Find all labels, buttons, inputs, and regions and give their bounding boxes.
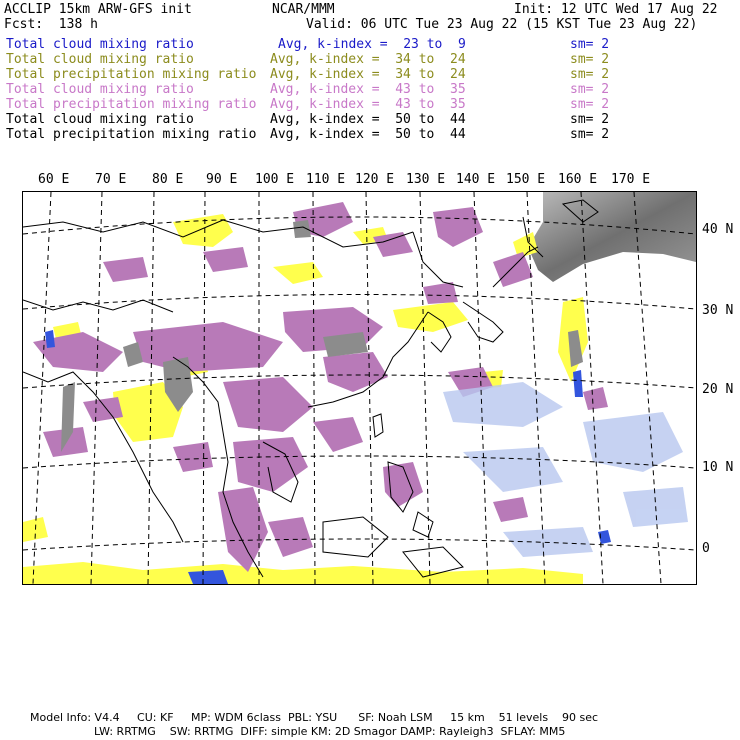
model-info-line2: LW: RRTMG SW: RRTMG DIFF: simple KM: 2D Smagor DAMP: Rayleigh3 SFLAY: MM5 bbox=[94, 725, 566, 738]
longitude-label: 120 E bbox=[355, 172, 395, 187]
longitude-label: 90 E bbox=[206, 172, 238, 187]
field-smoothing: sm= 2 bbox=[570, 112, 610, 127]
map-panel bbox=[22, 191, 697, 585]
field-name: Total cloud mixing ratio bbox=[6, 82, 194, 97]
init-time: Init: 12 UTC Wed 17 Aug 22 bbox=[514, 2, 718, 17]
longitude-label: 70 E bbox=[95, 172, 127, 187]
latitude-label: 40 N bbox=[702, 222, 734, 237]
forecast-hour: Fcst: 138 h bbox=[4, 17, 98, 32]
field-name: Total cloud mixing ratio bbox=[6, 52, 194, 67]
field-smoothing: sm= 2 bbox=[570, 67, 610, 82]
field-name: Total precipitation mixing ratio bbox=[6, 127, 257, 142]
field-k-index: Avg, k-index = 43 to 35 bbox=[270, 97, 466, 112]
model-title: ACCLIP 15km ARW-GFS init bbox=[4, 2, 192, 17]
longitude-label: 130 E bbox=[406, 172, 446, 187]
field-name: Total precipitation mixing ratio bbox=[6, 97, 257, 112]
map-canvas bbox=[23, 192, 696, 584]
field-name: Total cloud mixing ratio bbox=[6, 112, 194, 127]
light-blue-cloud-field bbox=[443, 382, 688, 557]
field-smoothing: sm= 2 bbox=[570, 37, 610, 52]
longitude-label: 140 E bbox=[456, 172, 496, 187]
field-k-index: Avg, k-index = 34 to 24 bbox=[270, 67, 466, 82]
valid-time: Valid: 06 UTC Tue 23 Aug 22 (15 KST Tue 23 Aug 22) bbox=[306, 17, 698, 32]
longitude-label: 60 E bbox=[38, 172, 70, 187]
longitude-label: 100 E bbox=[255, 172, 295, 187]
longitude-label: 170 E bbox=[611, 172, 651, 187]
field-name: Total cloud mixing ratio bbox=[6, 37, 194, 52]
field-k-index: Avg, k-index = 43 to 35 bbox=[270, 82, 466, 97]
field-k-index: Avg, k-index = 50 to 44 bbox=[270, 127, 466, 142]
longitude-label: 150 E bbox=[506, 172, 546, 187]
field-smoothing: sm= 2 bbox=[570, 97, 610, 112]
field-k-index: Avg, k-index = 50 to 44 bbox=[270, 112, 466, 127]
latitude-label: 20 N bbox=[702, 382, 734, 397]
latitude-label: 10 N bbox=[702, 460, 734, 475]
field-name: Total precipitation mixing ratio bbox=[6, 67, 257, 82]
model-info-line1: Model Info: V4.4 CU: KF MP: WDM 6class PBL: YSU SF: Noah LSM 15 km 51 levels 90 sec bbox=[30, 711, 599, 724]
field-k-index: Avg, k-index = 23 to 9 bbox=[278, 37, 466, 52]
latitude-label: 30 N bbox=[702, 303, 734, 318]
field-smoothing: sm= 2 bbox=[570, 127, 610, 142]
gray-cloud-field bbox=[528, 192, 696, 282]
longitude-label: 160 E bbox=[558, 172, 598, 187]
center-label: NCAR/MMM bbox=[272, 2, 335, 17]
longitude-label: 80 E bbox=[152, 172, 184, 187]
field-smoothing: sm= 2 bbox=[570, 82, 610, 97]
field-smoothing: sm= 2 bbox=[570, 52, 610, 67]
latitude-label: 0 bbox=[702, 541, 710, 556]
field-k-index: Avg, k-index = 34 to 24 bbox=[270, 52, 466, 67]
longitude-label: 110 E bbox=[306, 172, 346, 187]
